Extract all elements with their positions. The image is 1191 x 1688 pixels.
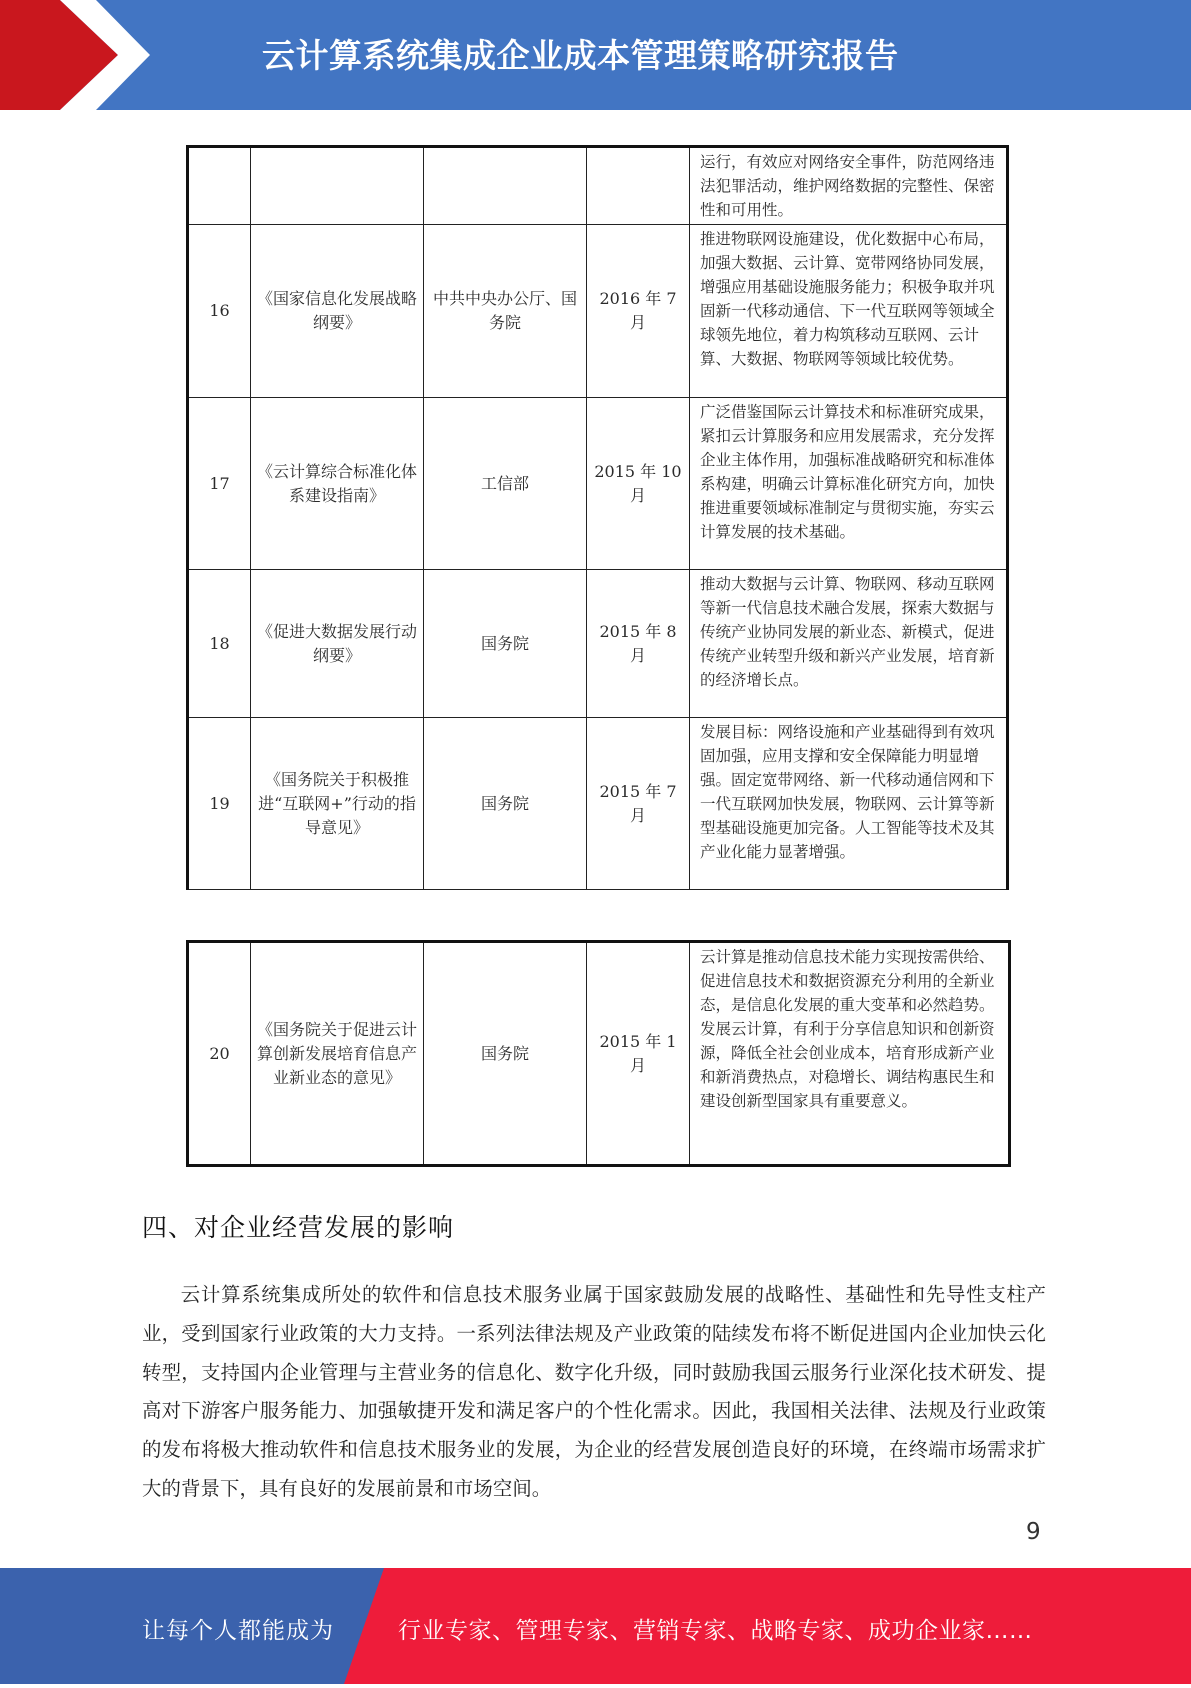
row-number: 19 — [188, 718, 251, 890]
policy-date: 2015 年 7 月 — [587, 718, 690, 890]
policy-name: 《促进大数据发展行动纲要》 — [251, 570, 424, 718]
policy-name: 《国务院关于积极推进“互联网+”行动的指导意见》 — [251, 718, 424, 890]
policy-issuer: 中共中央办公厅、国务院 — [424, 225, 587, 398]
policy-date: 2015 年 10 月 — [587, 398, 690, 570]
row-number: 20 — [188, 942, 251, 1166]
policy-date: 2016 年 7 月 — [587, 225, 690, 398]
section-heading: 四、对企业经营发展的影响 — [142, 1213, 455, 1242]
policy-name: 《云计算综合标准化体系建设指南》 — [251, 398, 424, 570]
table-row — [188, 147, 1008, 225]
policy-table-continued — [186, 940, 1011, 1167]
policy-name: 《国务院关于促进云计算创新发展培育信息产业新业态的意见》 — [251, 942, 424, 1166]
policy-description: 广泛借鉴国际云计算技术和标准研究成果，紧扣云计算服务和应用发展需求，充分发挥企业主体作用，加强标准战略研究和标准体系构建，明确云计算标准化研究方向，加快推进重要领域标准制定与贯彻实施，夯实云计算发展的技术基础。 — [690, 398, 1008, 570]
footer-slogan-left: 让每个人都能成为 — [142, 1618, 334, 1644]
policy-description: 发展目标：网络设施和产业基础得到有效巩固加强，应用支撑和安全保障能力明显增强。固定宽带网络、新一代移动通信网和下一代互联网加快发展，物联网、云计算等新型基础设施更加完备。人工智能等技术及其产业化能力显著增强。 — [690, 718, 1008, 890]
policy-issuer: 工信部 — [424, 398, 587, 570]
table-row — [188, 225, 1008, 398]
table-row — [188, 398, 1008, 570]
policy-issuer: 国务院 — [424, 942, 587, 1166]
policy-name: 《国家信息化发展战略纲要》 — [251, 225, 424, 398]
table-row — [188, 718, 1008, 890]
row-number: 18 — [188, 570, 251, 718]
footer-slogan-right: 行业专家、管理专家、营销专家、战略专家、成功企业家…… — [398, 1618, 1033, 1644]
table-row — [188, 570, 1008, 718]
policy-description: 推进物联网设施建设，优化数据中心布局，加强大数据、云计算、宽带网络协同发展，增强应用基础设施服务能力；积极争取并巩固新一代移动通信、下一代互联网等领域全球领先地位，着力构筑移动互联网、云计算、大数据、物联网等领域比较优势。 — [690, 225, 1008, 398]
row-number — [188, 147, 251, 225]
section-paragraph: 云计算系统集成所处的软件和信息技术服务业属于国家鼓励发展的战略性、基础性和先导性支柱产业，受到国家行业政策的大力支持。一系列法律法规及产业政策的陆续发布将不断促进国内企业加快云化转型，支持国内企业管理与主营业务的信息化、数字化升级，同时鼓励我国云服务行业深化技术研发、提高对下游客户服务能力、加强敏捷开发和满足客户的个性化需求。因此，我国相关法律、法规及行业政策的发布将极大推动软件和信息技术服务业的发展，为企业的经营发展创造良好的环境，在终端市场需求扩大的背景下，具有良好的发展前景和市场空间。 — [142, 1283, 1046, 1500]
policy-date — [587, 147, 690, 225]
policy-date: 2015 年 1 月 — [587, 942, 690, 1166]
policy-issuer — [424, 147, 587, 225]
policy-name — [251, 147, 424, 225]
report-title: 云计算系统集成企业成本管理策略研究报告 — [262, 36, 899, 75]
page-header — [0, 0, 1191, 110]
row-number: 17 — [188, 398, 251, 570]
policy-description: 推动大数据与云计算、物联网、移动互联网等新一代信息技术融合发展，探索大数据与传统产业协同发展的新业态、新模式，促进传统产业转型升级和新兴产业发展，培育新的经济增长点。 — [690, 570, 1008, 718]
policy-table — [186, 145, 1009, 890]
policy-description: 云计算是推动信息技术能力实现按需供给、促进信息技术和数据资源充分利用的全新业态，是信息化发展的重大变革和必然趋势。发展云计算，有利于分享信息知识和创新资源，降低全社会创业成本，培育形成新产业和新消费热点，对稳增长、调结构惠民生和建设创新型国家具有重要意义。 — [690, 942, 1010, 1166]
table-row — [188, 942, 1010, 1166]
policy-issuer: 国务院 — [424, 718, 587, 890]
policy-date: 2015 年 8 月 — [587, 570, 690, 718]
row-number: 16 — [188, 225, 251, 398]
policy-issuer: 国务院 — [424, 570, 587, 718]
page-number: 9 — [1026, 1519, 1041, 1545]
policy-description: 运行，有效应对网络安全事件，防范网络违法犯罪活动，维护网络数据的完整性、保密性和可用性。 — [690, 147, 1008, 225]
